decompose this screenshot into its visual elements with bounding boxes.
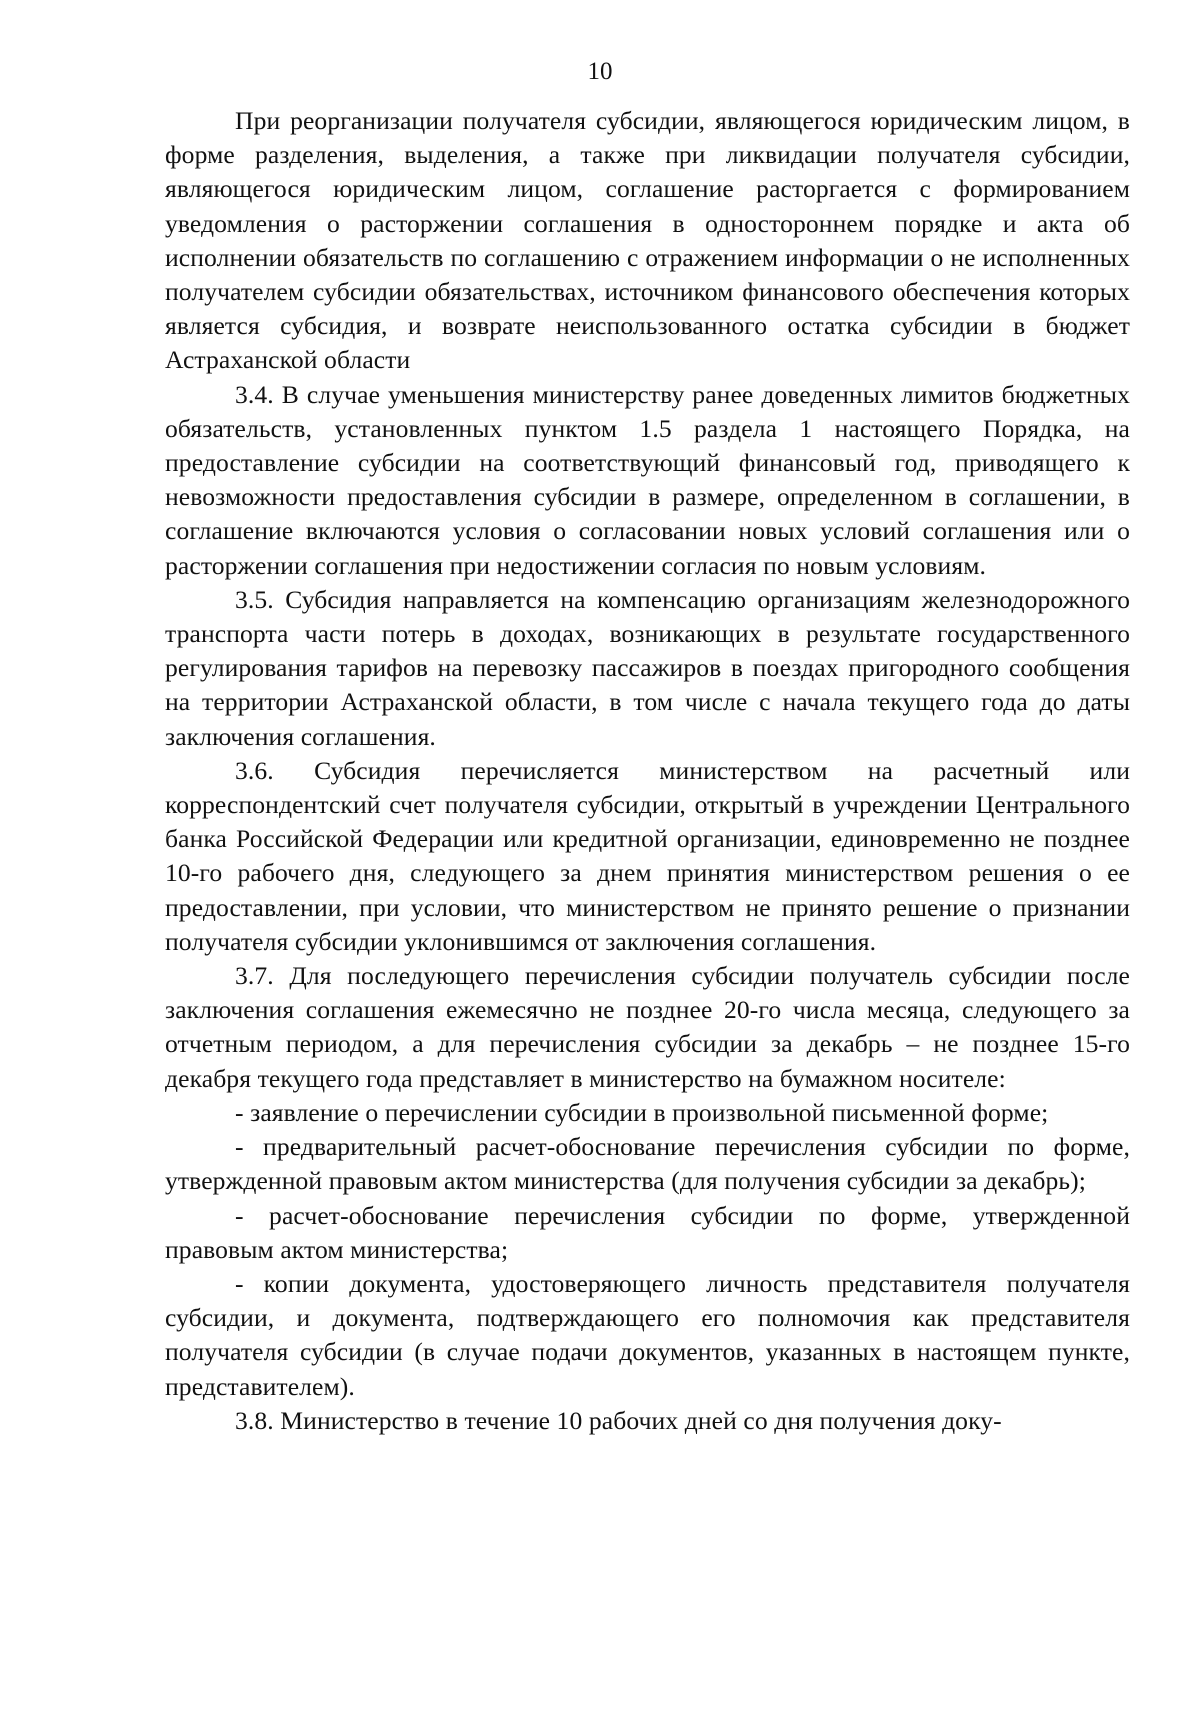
paragraph-3-6: 3.6. Субсидия перечисляется министерством на расчетный или корреспондентский счет получателя субсидии, открытый в учреждении Центрального банка Российской Федерации или кредитной организации, единовременно не позднее 10-го рабочего дня, следующего за днем принятия министерством решения о ее предоставлении, при условии, что министерством не принято решение о признании получателя субсидии уклонившимся от заключения соглашения.: [165, 755, 1130, 956]
list-item-calculation: - расчет-обоснование перечисления субсидии по форме, утвержденной правовым актом министерства;: [165, 1200, 1130, 1264]
paragraph-3-5: 3.5. Субсидия направляется на компенсацию организациям железнодорожного транспорта части потерь в доходах, возникающих в результате государственного регулирования тарифов на перевозку пассажиров в поездах пригородного сообщения на территории Астраханской области, в том числе с начала текущего года до даты заключения соглашения.: [165, 584, 1130, 751]
list-item-preliminary-calculation: - предварительный расчет-обоснование перечисления субсидии по форме, утвержденной правовым актом министерства (для получения субсидии за декабрь);: [165, 1132, 1130, 1196]
document-body: [165, 104, 1130, 1438]
paragraph-3-8: 3.8. Министерство в течение 10 рабочих дней со дня получения доку-: [235, 1405, 1002, 1435]
paragraph-3-7: 3.7. Для последующего перечисления субсидии получатель субсидии после заключения соглашения ежемесячно не позднее 20-го числа месяца, следующего за отчетным периодом, а для перечисления субсидии за декабрь – не позднее 15-го декабря текущего года представляет в министерство на бумажном носителе:: [165, 961, 1130, 1093]
paragraph-reorganization: При реорганизации получателя субсидии, являющегося юридическим лицом, в форме разделения, выделения, а также при ликвидации получателя субсидии, являющегося юридическим лицом, соглашение расторгается с формированием уведомления о расторжении соглашения в одностороннем порядке и акта об исполнении обязательств по соглашению с отражением информации о не исполненных получателем субсидии обязательствах, источником финансового обеспечения которых является субсидия, и возврате неиспользованного остатка субсидии в бюджет Астраханской области: [165, 106, 1130, 375]
paragraph-3-4: 3.4. В случае уменьшения министерству ранее доведенных лимитов бюджетных обязательств, установленных пунктом 1.5 раздела 1 настоящего Порядка, на предоставление субсидии на соответствующий финансовый год, приводящего к невозможности предоставления субсидии в размере, определенном в соглашении, в соглашение включаются условия о согласовании новых условий соглашения или о расторжении соглашения при недостижении согласия по новым условиям.: [165, 379, 1130, 580]
page-number: 10: [587, 58, 613, 85]
list-item-document-copies: - копии документа, удостоверяющего личность представителя получателя субсидии, и документа, подтверждающего его полномочия как представителя получателя субсидии (в случае подачи документов, указанных в настоящем пункте, представителем).: [165, 1268, 1130, 1401]
list-item-application: - заявление о перечислении субсидии в произвольной письменной форме;: [235, 1097, 1049, 1127]
